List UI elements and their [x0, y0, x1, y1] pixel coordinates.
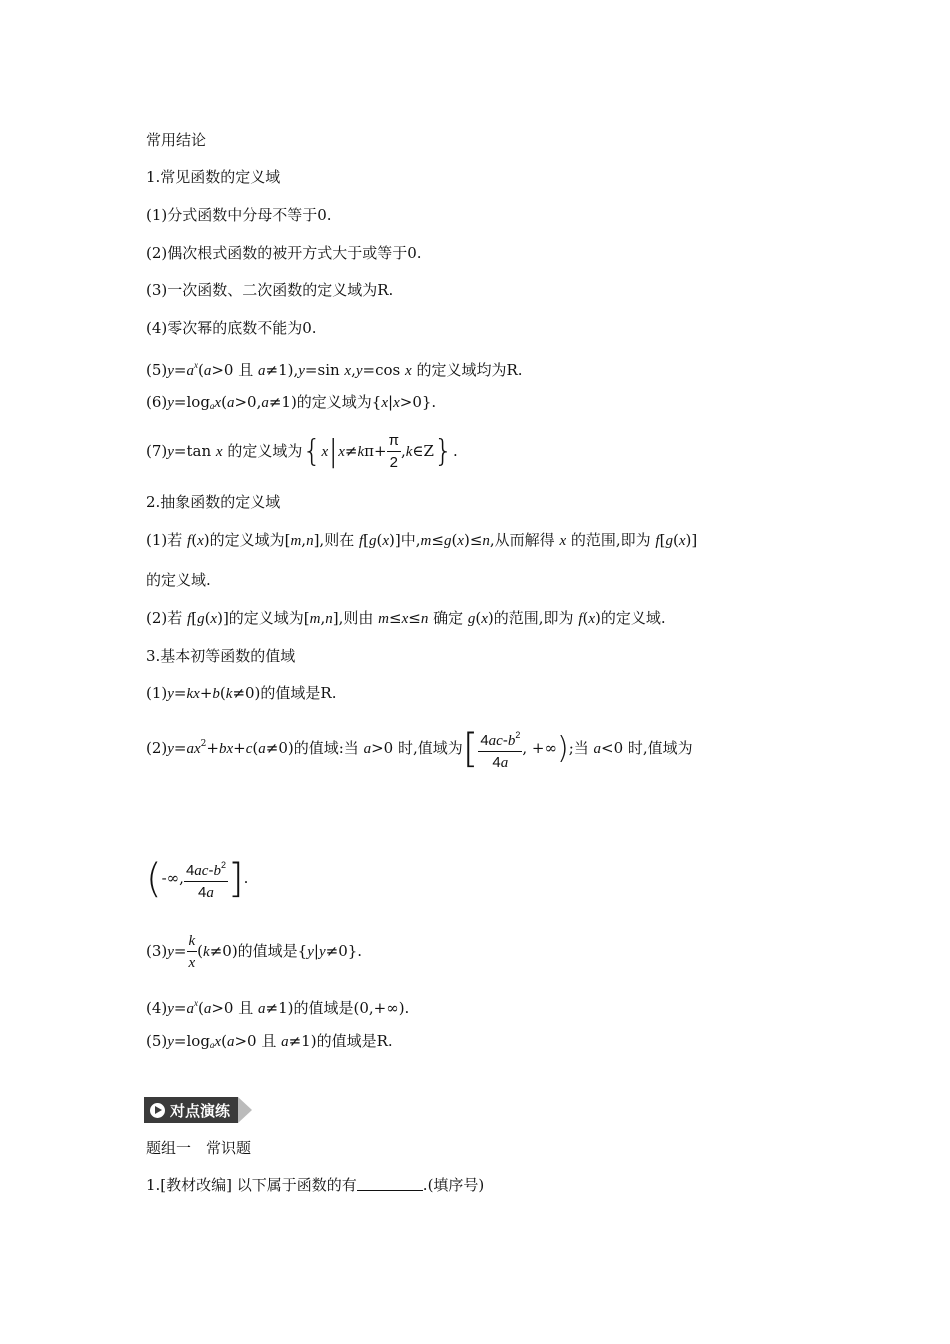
section-2-title: 2.抽象函数的定义域	[146, 493, 281, 511]
answer-blank[interactable]	[357, 1176, 423, 1191]
s3-item-2: $(2)y=ax^2+bx+c(a\ne 0)$的值域:当 a>0 时,值域为[ $\frac{4ac-b^2}{4a}$ , +∞);当 a<0 时,值域为	[146, 726, 693, 772]
s1-item-7: (7)y=tan x 的定义域为{x|x≠kπ+ $\frac{\pi}{2}$ ,k∈Z}.	[146, 431, 458, 471]
s2-item-2: (2)若 f[g(x)]的定义域为[m,n],则由 m≤x≤n 确定 g(x)的范围,即为 f(x)的定义域.	[146, 609, 666, 627]
s1-item-5: $(5)y=a^x(a>0$ 且 a≠1),y=sin x,y=cos x 的定义域均为R.	[146, 360, 523, 379]
s3-item-2-cont: (-∞, $\frac{4ac-b^2}{4a}$ ].	[146, 856, 249, 902]
badge-label: 对点演练	[170, 1101, 231, 1120]
s1-item-1: (1)分式函数中分母不等于0.	[146, 206, 332, 224]
s3-item-5: $(5)y=\log_ax(a>0$ 且 a≠1)的值域是R.	[146, 1032, 393, 1050]
s2-item-1-cont: 的定义域.	[146, 571, 211, 589]
exercise-group-title: 题组一 常识题	[146, 1139, 252, 1157]
s2-item-1: (1)若 f(x)的定义域为[m,n],则在 f[g(x)]中,m≤g(x)≤n,从而解得 x 的范围,即为 f[g(x)]	[146, 531, 698, 549]
badge-arrow	[238, 1097, 252, 1123]
s3-item-1: (1)y=kx+b(k≠0)的值域是R.	[146, 684, 337, 702]
exercise-question-1: 1.[教材改编] 以下属于函数的有 .(填序号)	[146, 1176, 485, 1194]
section-1-title: 1.常见函数的定义域	[146, 168, 281, 186]
s1-item-4: (4)零次幂的底数不能为0.	[146, 319, 317, 337]
s3-item-4: $(4)y=a^x(a>0$ 且 a≠1)的值域是(0,+∞).	[146, 998, 410, 1017]
practice-badge	[144, 1097, 252, 1123]
play-icon	[150, 1103, 165, 1118]
s3-item-3: (3)y= $\frac{k}{x}$ (k≠0)的值域是{y|y≠0}.	[146, 932, 363, 971]
s1-item-2: (2)偶次根式函数的被开方式大于或等于0.	[146, 244, 422, 262]
s1-item-3: (3)一次函数、二次函数的定义域为R.	[146, 281, 394, 299]
section-3-title: 3.基本初等函数的值域	[146, 647, 296, 665]
s1-item-6: $(6)y=\log_ax(a>0,a\ne 1)$的定义域为{x|x>0}.	[146, 393, 437, 411]
section-heading: 常用结论	[146, 131, 207, 149]
